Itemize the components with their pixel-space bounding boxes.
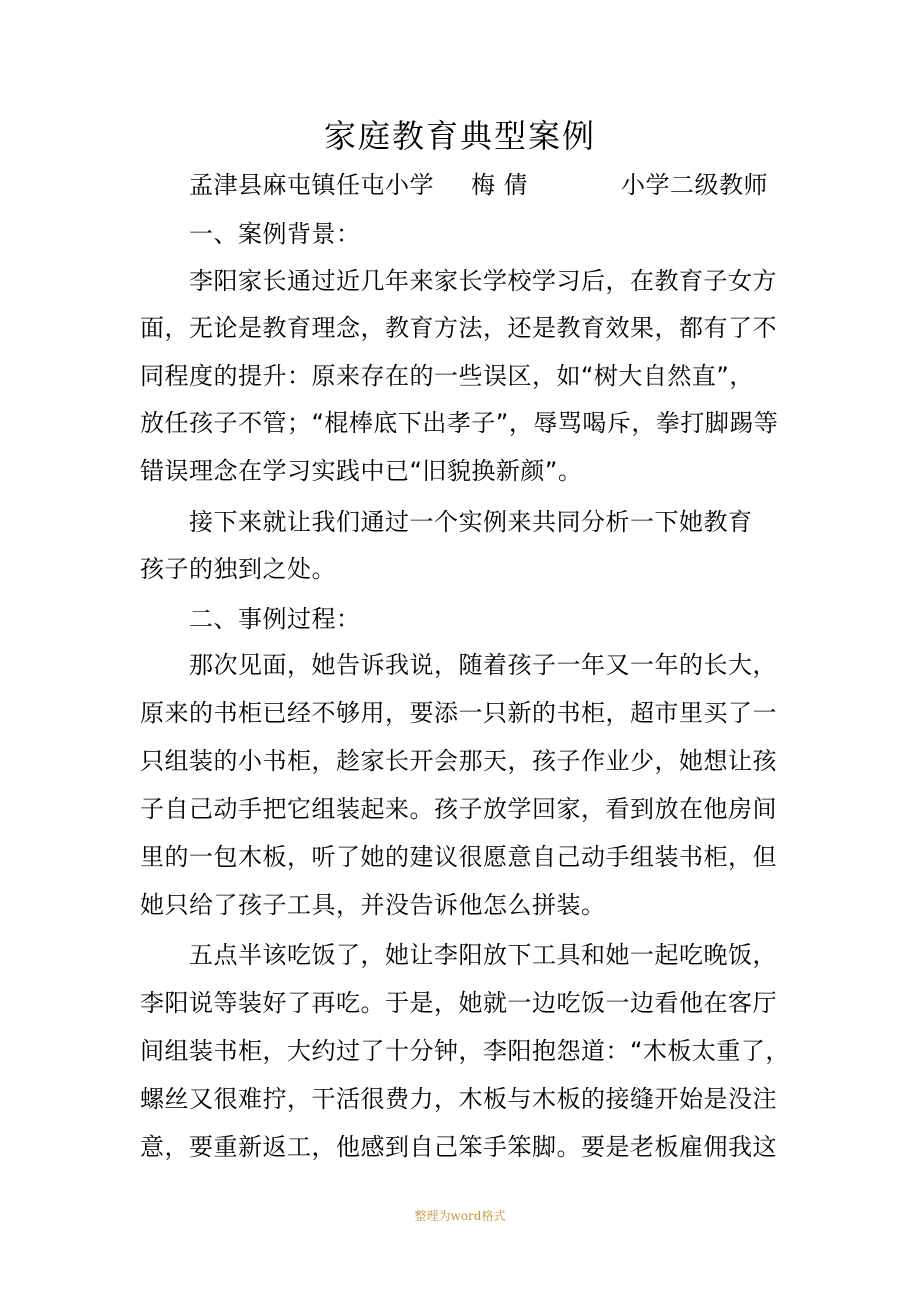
author-name: 梅 倩 — [471, 171, 529, 199]
paragraph-line: 孩子的独到之处。 — [140, 555, 336, 583]
author-line — [189, 162, 789, 208]
paragraph-line: 她只给了孩子工具，并没告诉他怎么拼装。 — [140, 891, 606, 919]
paragraph-line: 间组装书柜，大约过了十分钟，李阳抱怨道：“木板太重了， — [140, 1037, 790, 1065]
paragraph-line: 接下来就让我们通过一个实例来共同分析一下她教育 — [189, 508, 753, 536]
section-heading-process: 二、事例过程： — [189, 605, 361, 633]
paragraph-line: 李阳家长通过近几年来家长学校学习后，在教育子女方 — [189, 267, 777, 295]
author-position: 小学二级教师 — [621, 171, 768, 199]
paragraph-line: 李阳说等装好了再吃。于是，她就一边吃饭一边看他在客厅 — [140, 989, 777, 1017]
paragraph-line: 放任孩子不管；“棍棒底下出孝子”，辱骂喝斥，拳打脚踢等 — [140, 409, 779, 437]
paragraph-line: 面，无论是教育理念，教育方法，还是教育效果，都有了不 — [140, 314, 777, 342]
paragraph-line: 错误理念在学习实践中已“旧貌换新颜”。 — [140, 457, 583, 485]
author-school: 孟津县麻屯镇任屯小学 — [189, 171, 434, 199]
section-heading-background: 一、案例背景： — [189, 220, 361, 248]
document-title: 家庭教育典型案例 — [323, 117, 596, 155]
paragraph-line: 五点半该吃饭了，她让李阳放下工具和她一起吃晚饭， — [189, 941, 777, 969]
paragraph-line: 子自己动手把它组装起来。孩子放学回家，看到放在他房间 — [140, 795, 777, 823]
paragraph-line: 只组装的小书柜，趁家长开会那天，孩子作业少，她想让孩 — [140, 747, 777, 775]
paragraph-line: 意，要重新返工，他感到自己笨手笨脚。要是老板雇佣我这 — [140, 1133, 777, 1161]
paragraph-line: 里的一包木板，听了她的建议很愿意自己动手组装书柜，但 — [140, 843, 777, 871]
paragraph-line: 螺丝又很难拧，干活很费力，木板与木板的接缝开始是没注 — [140, 1085, 777, 1113]
paragraph-line: 同程度的提升：原来存在的一些误区，如“树大自然直”， — [140, 362, 754, 390]
paragraph-line: 那次见面，她告诉我说，随着孩子一年又一年的长大， — [189, 651, 777, 679]
paragraph-line: 原来的书柜已经不够用，要添一只新的书柜，超市里买了一 — [140, 699, 777, 727]
footer-watermark: 整理为word格式 — [414, 1209, 506, 1223]
